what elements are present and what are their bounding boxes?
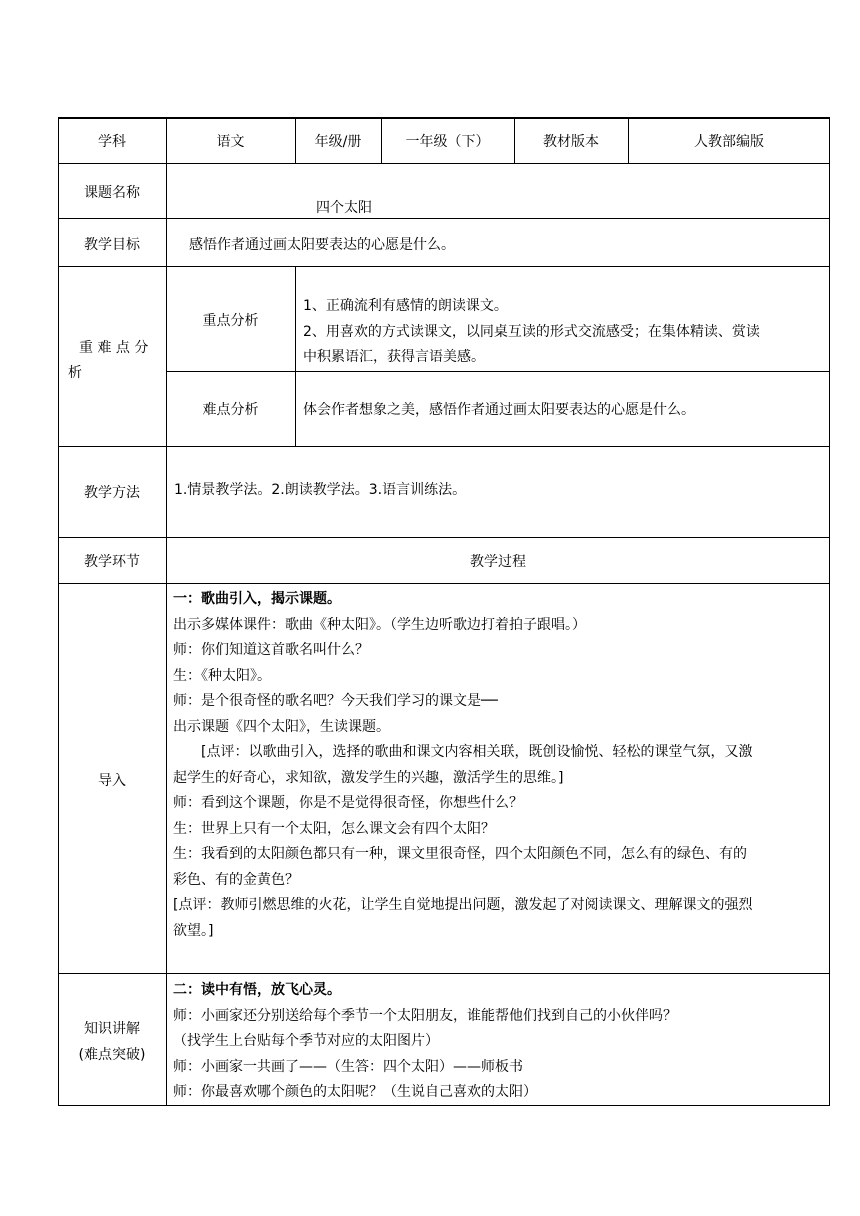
knowledge-label-line1: 知识讲解 [84, 1021, 140, 1037]
subject-label: 学科 [98, 134, 126, 150]
row-divider [58, 266, 830, 267]
goal-label: 教学目标 [84, 237, 140, 253]
column-divider [166, 117, 167, 1106]
row-divider [58, 537, 830, 538]
intro-line: 生：《种太阳》。 [173, 667, 271, 684]
subject-value: 语文 [216, 134, 245, 150]
column-divider [295, 266, 296, 446]
grade-label: 年级/册 [314, 134, 362, 150]
intro-line: 生：世界上只有一个太阳，怎么课文会有四个太阳？ [173, 820, 495, 837]
title-label: 课题名称 [84, 185, 140, 201]
row-divider [58, 446, 830, 447]
intro-line: [点评：教师引燃思维的火花，让学生自觉地提出问题，激发起了对阅读课文、理解课文的强烈 [173, 897, 753, 913]
goal-value: 感悟作者通过画太阳要表达的心愿是什么。 [189, 237, 455, 253]
analysis-label-line1: 重 难 点 分 [79, 340, 149, 356]
knowledge-line: 师：小画家还分别送给每个季节一个太阳朋友，谁能帮他们找到自己的小伙伴吗？ [173, 1007, 677, 1024]
intro-line: 起学生的好奇心，求知欲，激发学生的兴趣，激活学生的思维。] [173, 769, 564, 786]
key-point-line: 中积累语汇，获得言语美感。 [303, 349, 485, 365]
row-divider [58, 973, 830, 974]
key-point-line: 2、用喜欢的方式读课文，以同桌互读的形式交流感受；在集体精读、赏读 [303, 323, 760, 340]
row-divider [58, 163, 830, 164]
intro-line: 彩色、有的金黄色？ [173, 871, 299, 888]
difficulty-label: 难点分析 [202, 402, 259, 418]
knowledge-content [173, 978, 825, 1106]
intro-heading: 一：歌曲引入，揭示课题。 [173, 591, 341, 607]
edition-label: 教材版本 [543, 134, 599, 150]
row-divider [58, 583, 830, 584]
knowledge-line: 师：你最喜欢哪个颜色的太阳呢？（生说自己喜欢的太阳） [173, 1084, 537, 1100]
analysis-label-line2: 析 [68, 365, 82, 381]
section-label: 教学环节 [84, 554, 140, 570]
intro-line: 师：是个很奇怪的歌名吧？今天我们学习的课文是── [173, 693, 498, 709]
intro-line: [点评：以歌曲引入，选择的歌曲和课文内容相关联，既创设愉悦、轻松的课堂气氛，又激 [173, 744, 753, 760]
intro-line: 出示多媒体课件：歌曲《种太阳》。（学生边听歌边打着拍子跟唱。） [173, 616, 586, 633]
method-label: 教学方法 [84, 485, 140, 501]
key-point-line: 1、正确流利有感情的朗读课文。 [303, 298, 508, 314]
intro-line: 出示课题《四个太阳》，生读课题。 [173, 718, 390, 735]
intro-content [173, 587, 825, 944]
row-divider [166, 371, 830, 372]
edition-value: 人教部编版 [694, 134, 764, 150]
intro-label: 导入 [98, 773, 126, 789]
title-value: 四个太阳 [316, 200, 372, 216]
knowledge-heading: 二：读中有悟，放飞心灵。 [173, 982, 341, 998]
knowledge-line: （找学生上台贴每个季节对应的太阳图片） [173, 1033, 439, 1049]
difficulty-value: 体会作者想象之美，感悟作者通过画太阳要表达的心愿是什么。 [303, 402, 695, 418]
key-point-content [303, 294, 825, 371]
knowledge-label-line2: (难点突破) [78, 1047, 146, 1063]
row-divider [58, 218, 830, 219]
intro-line: 生：我看到的太阳颜色都只有一种，课文里很奇怪，四个太阳颜色不同，怎么有的绿色、有的 [173, 846, 747, 862]
key-point-label: 重点分析 [202, 313, 259, 329]
intro-line: 师：你们知道这首歌名叫什么？ [173, 642, 369, 658]
process-label: 教学过程 [470, 554, 526, 570]
intro-line: 师：看到这个课题，你是不是觉得很奇怪，你想些什么？ [173, 795, 523, 811]
grade-value: 一年级（下） [405, 134, 490, 150]
intro-line: 欲望。] [173, 922, 214, 939]
knowledge-line: 师：小画家一共画了——（生答：四个太阳）——师板书 [173, 1058, 523, 1075]
method-value: 1.情景教学法。2.朗读教学法。3.语言训练法。 [174, 482, 467, 498]
